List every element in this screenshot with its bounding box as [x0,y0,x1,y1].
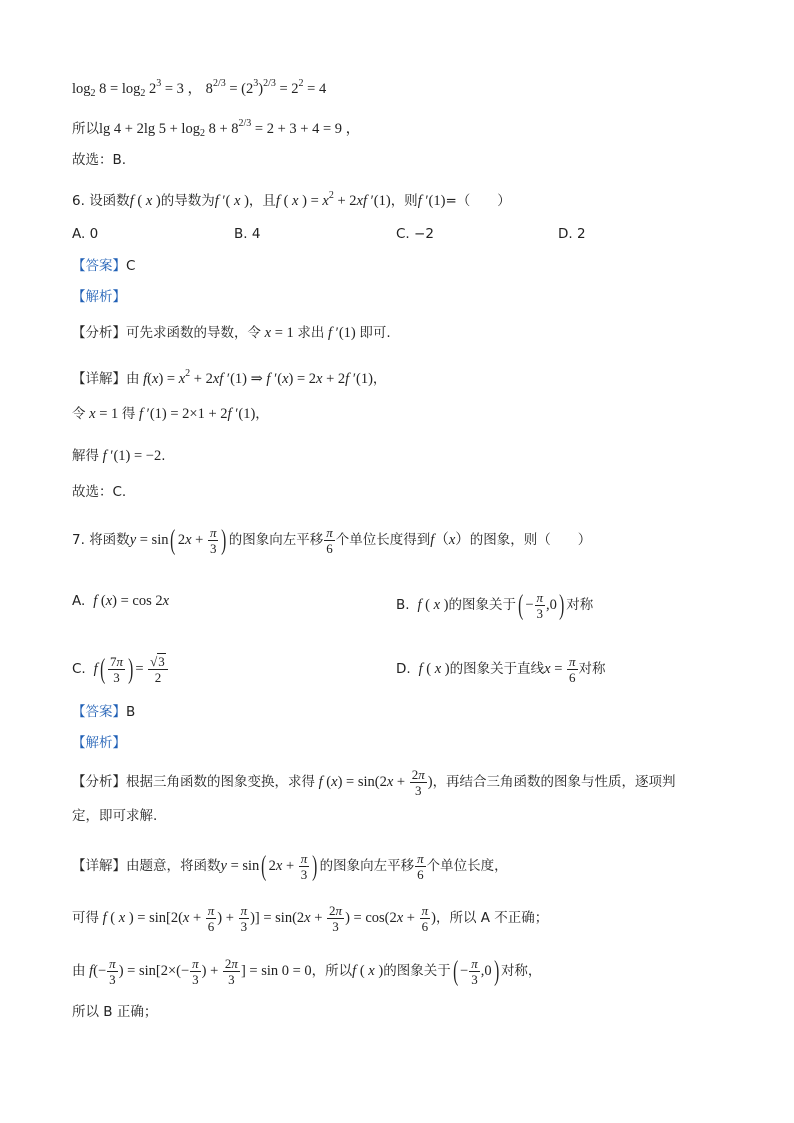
q7-step3-c: 的图象关于 [383,962,451,979]
q6-step3-b: . [161,448,166,464]
q6-option-c: C. −2 [396,226,434,242]
p5-sum-line [72,114,360,144]
q6-step2-a: 令 [72,406,86,422]
q7-detail: 【详解】由题意，将函数y = sin( 2x + $\frac{\pi}{3}$ ) 的图象向左平移 $\frac{\pi}{6}$ 个单位长度， [72,850,508,882]
q7-option-a: A. f (x) = cos 2x [72,593,170,609]
q6-answer-tag: 【答案】 [72,258,126,274]
q7-option-c: C. f( $\frac{7\pi}{3}$ ) = $\frac{√3}{2}$ [72,655,169,684]
q7-detail-a: 由题意，将函数 [126,857,221,874]
q7-step2-a: 可得 [72,909,99,926]
q7-fenxi-a: 根据三角函数的图象变换，求得 [126,773,315,790]
q7-step3-a: 由 [72,962,86,979]
q6-stem-e: =（ ） [445,193,511,209]
q7-analysis-line [72,733,126,753]
p5-sum-eq: lg 4 + 2lg $5 + \log_2 8 + 8^{2/3} = 2 + 3 + 4 = 9$ ， [99,118,361,139]
p5-eq-line: $\log_2 8 = \log_2 2^3 = 3$ ， $8^{2/3} = (2^3)^{2/3} = 2^2 = 4$ [72,78,327,99]
q7-step3-b: ，所以 [311,962,353,979]
q6-answer-line [72,256,135,276]
q7-step3: 由 f(− $\frac{\pi}{3}$ ) = sin[2×(− $\frac{\pi}{3}$ ) + $\frac{2\pi}{3}$ ] = sin 0 = 0，所以f ( x )的图象关于( − $\frac{\pi}{3}$ ,0) 对称， [72,955,542,987]
q6-fenxi-c: 即可. [359,325,391,341]
q7-step4: 所以 B 正确； [72,1004,158,1020]
q7-stem-c: 个单位长度得到 [335,531,431,548]
q6-fenxi: 【分析】可先求函数的导数，令 x = 1 求出 f ′(1) 即可. [72,325,391,341]
q7-detail-tag: 【详解】 [72,857,126,874]
q6-stem: 6. 设函数f ( x )的导数为f ′( x )，且f ( x ) = $x^2 + 2xf$ ′(1)，则f ′(1)=（ ） [72,190,511,209]
q6-option-d: D. 2 [558,226,586,242]
q7-stem: 7. 将函数y = sin( 2x + $\frac{\pi}{3}$ ) 的图象向左平移 $\frac{\pi}{6}$ 个单位长度得到f（x）的图象，则（ ） [72,524,592,556]
p5-sum-prefix: 所以 [72,121,99,137]
q6-option-b: B. 4 [234,226,261,242]
q6-step2-b: 得 [121,406,136,422]
q7-stem-d: 的图象，则（ ） [469,531,592,548]
p5-choice: 故选：B. [72,152,127,168]
q7-option-b-text: 的图象关于 [448,596,517,613]
q7-fenxi-b: ，再结合三角函数的图象与性质，逐项判 [432,773,676,790]
q7-answer-tag: 【答案】 [72,704,126,720]
q6-step3: 解得 f ′(1) = −2. [72,448,166,464]
q7-option-c-label: C. [72,660,86,677]
q7-analysis-tag: 【解析】 [72,735,126,751]
q6-number: 6. [72,193,85,209]
q6-answer: C [126,258,136,274]
q6-detail-b: ， [372,371,387,387]
q6-detail-a: 由 [126,371,140,387]
q6-step2-c: ， [255,406,269,422]
q7-option-b-tail: 对称 [566,596,594,613]
q7-detail-b: 的图象向左平移 [319,857,415,874]
q6-step2: 令 x = 1 得 f ′(1) = 2×1 + 2f ′(1)， [72,406,269,422]
q7-option-d-text: 的图象关于直线 [449,660,545,677]
q7-option-d-tail: 对称 [578,660,606,677]
q6-choice: 故选：C. [72,484,127,500]
q6-stem-b: 的导数为 [160,193,215,209]
q7-answer: B [126,704,136,720]
q6-analysis-tag: 【解析】 [72,289,126,305]
q7-number: 7. [72,531,85,548]
q7-fenxi: 【分析】根据三角函数的图象变换，求得 f (x) = sin(2x + $\frac{2\pi}{3}$ )，再结合三角函数的图象与性质，逐项判 [72,767,676,798]
q7-step3-d: 对称， [500,962,542,979]
q7-stem-b: 的图象向左平移 [228,531,324,548]
q6-step3-a: 解得 [72,448,99,464]
q7-option-d: D. f ( x )的图象关于直线x = $\frac{\pi}{6}$ 对称 [396,654,606,685]
q7-option-b: B. f ( x )的图象关于( − $\frac{\pi}{3}$ ,0) 对称 [396,589,594,621]
q7-answer-line [72,702,135,722]
q6-fenxi-a: 可先求函数的导数，令 [126,325,261,341]
q6-fenxi-tag: 【分析】 [72,325,126,341]
q7-option-a-label: A. [72,593,86,609]
q7-detail-c: 个单位长度， [426,857,508,874]
q7-step2: 可得 f ( x ) = sin[2(x + $\frac{\pi}{6}$ ) + $\frac{\pi}{3}$ )] = sin(2x + $\frac{2\pi}{3}$ ) = cos(2x + $\frac{\pi}{6}$ )，所以 A 不正确； [72,903,549,934]
q6-option-a: A. 0 [72,226,99,242]
q7-stem-a: 将函数 [89,531,130,548]
q7-step2-b: ，所以 A 不正确； [435,909,549,926]
q7-option-b-label: B. [396,596,410,613]
q7-fenxi-cont: 定，即可求解. [72,808,158,824]
q6-stem-d: ，则 [390,193,418,209]
q6-detail-tag: 【详解】 [72,371,126,387]
q6-fenxi-b: 求出 [297,325,325,341]
q7-option-d-label: D. [396,660,411,677]
q6-stem-a: 设函数 [89,193,130,209]
q6-analysis-line [72,287,126,307]
q6-stem-c: ，且 [248,193,276,209]
q7-fenxi-tag: 【分析】 [72,773,126,790]
q6-detail: 【详解】由 $f(x) = x^2 + 2xf$ ′(1) ⇒ f ′(x) = 2x + 2f ′(1)， [72,368,387,387]
